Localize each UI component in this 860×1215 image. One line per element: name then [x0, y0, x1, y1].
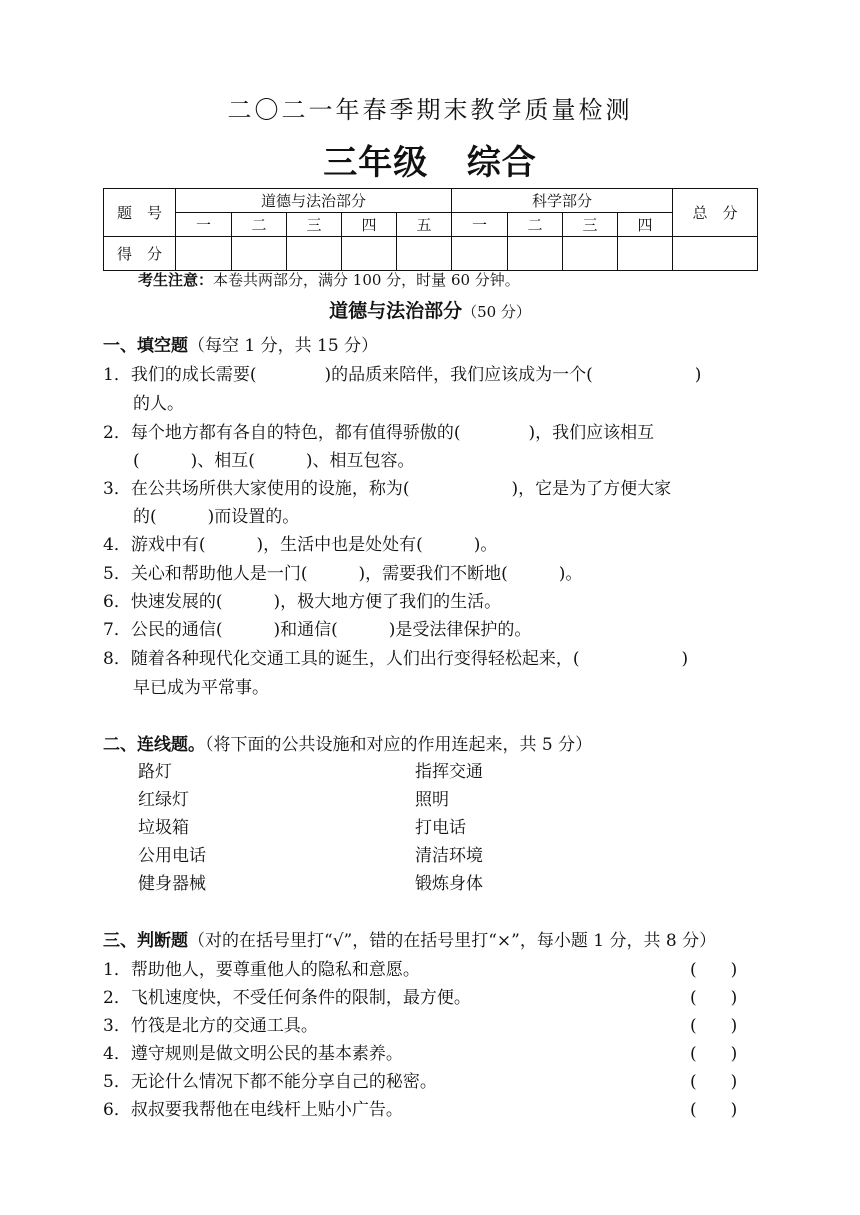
judge-answer-paren[interactable]: ( )	[690, 1072, 738, 1092]
score-table	[103, 188, 758, 271]
science-col: 二	[508, 213, 563, 237]
q1-line: 5．关心和帮助他人是一门( )，需要我们不断地( )。	[103, 564, 583, 584]
q1-line: 7．公民的通信( )和通信( )是受法律保护的。	[103, 620, 532, 640]
judge-answer-paren[interactable]: ( )	[690, 960, 738, 980]
moral-col: 三	[287, 213, 342, 237]
q3-head: 三、判断题	[103, 931, 188, 951]
score-cell[interactable]	[452, 237, 508, 271]
match-right-item[interactable]: 锻炼身体	[415, 874, 483, 894]
score-table-de-label: 得 分	[104, 237, 176, 271]
moral-col: 四	[342, 213, 397, 237]
match-right-item[interactable]: 清洁环境	[415, 846, 483, 866]
q2-note: （将下面的公共设施和对应的作用连起来，共 5 分）	[205, 735, 593, 755]
match-left-item[interactable]: 健身器械	[138, 874, 206, 894]
score-table-science-group: 科学部分	[452, 189, 673, 213]
exam-title: 二〇二一年春季期末教学质量检测	[227, 96, 633, 124]
match-left-item[interactable]: 路灯	[138, 762, 172, 782]
score-cell[interactable]	[232, 237, 287, 271]
q1-line: 8．随着各种现代化交通工具的诞生，人们出行变得轻松起来，( )	[103, 649, 689, 669]
match-left-item[interactable]: 垃圾箱	[138, 818, 189, 838]
judge-item: 4．遵守规则是做文明公民的基本素养。	[103, 1044, 403, 1064]
q1-line: 4．游戏中有( )，生活中也是处处有( )。	[103, 535, 498, 555]
score-cell[interactable]	[287, 237, 342, 271]
judge-answer-paren[interactable]: ( )	[690, 1016, 738, 1036]
judge-item: 1．帮助他人，要尊重他人的隐私和意愿。	[103, 960, 420, 980]
moral-col: 一	[176, 213, 232, 237]
judge-answer-paren[interactable]: ( )	[690, 1044, 738, 1064]
score-table-ti-label: 题 号	[104, 189, 176, 237]
moral-col: 五	[397, 213, 452, 237]
judge-item: 2．飞机速度快，不受任何条件的限制，最方便。	[103, 988, 471, 1008]
match-right-item[interactable]: 指挥交通	[415, 762, 483, 782]
judge-item: 5．无论什么情况下都不能分享自己的秘密。	[103, 1072, 437, 1092]
notice-text: 本卷共两部分，满分 100 分，时量 60 分钟。	[213, 271, 520, 289]
q1-line: 2．每个地方都有各自的特色，都有值得骄傲的( )，我们应该相互	[103, 423, 655, 443]
judge-answer-paren[interactable]: ( )	[690, 988, 738, 1008]
moral-col: 二	[232, 213, 287, 237]
score-cell[interactable]	[508, 237, 563, 271]
science-col: 一	[452, 213, 508, 237]
q3-note: （对的在括号里打“√”，错的在括号里打“×”，每小题 1 分，共 8 分）	[188, 931, 717, 951]
match-left-item[interactable]: 公用电话	[138, 846, 206, 866]
science-col: 三	[563, 213, 618, 237]
score-table-total: 总 分	[673, 189, 758, 237]
judge-item: 3．竹筏是北方的交通工具。	[103, 1016, 318, 1036]
q2-heading	[103, 737, 592, 754]
score-cell[interactable]	[342, 237, 397, 271]
q1-heading	[103, 338, 378, 355]
score-cell[interactable]	[618, 237, 673, 271]
match-right-item[interactable]: 照明	[415, 790, 449, 810]
exam-subtitle: 三年级 综合	[323, 143, 537, 183]
score-cell[interactable]	[563, 237, 618, 271]
score-cell[interactable]	[397, 237, 452, 271]
score-table-moral-group: 道德与法治部分	[176, 189, 452, 213]
match-right-item[interactable]: 打电话	[415, 818, 466, 838]
q1-line: 6．快速发展的( )，极大地方便了我们的生活。	[103, 592, 502, 612]
science-col: 四	[618, 213, 673, 237]
q1-line: 3．在公共场所供大家使用的设施，称为( )，它是为了方便大家	[103, 479, 672, 499]
q1-line: 1．我们的成长需要( )的品质来陪伴，我们应该成为一个( )	[103, 365, 702, 385]
score-cell[interactable]	[176, 237, 232, 271]
q1-line: 的人。	[133, 394, 184, 414]
section-score: （50 分）	[462, 303, 531, 321]
q2-head: 二、连线题。	[103, 735, 205, 755]
q1-note: （每空 1 分，共 15 分）	[188, 336, 379, 356]
section-title	[0, 302, 860, 321]
notice	[138, 273, 520, 288]
q1-line: ( )、相互( )、相互包容。	[133, 451, 415, 471]
judge-answer-paren[interactable]: ( )	[690, 1100, 738, 1120]
score-cell-total[interactable]	[673, 237, 758, 271]
notice-label: 考生注意：	[138, 271, 214, 289]
q1-line: 的( )而设置的。	[133, 507, 300, 527]
match-left-item[interactable]: 红绿灯	[138, 790, 189, 810]
q1-line: 早已成为平常事。	[133, 678, 269, 698]
q3-heading	[103, 933, 716, 950]
q1-head: 一、填空题	[103, 336, 188, 356]
judge-item: 6．叔叔要我帮他在电线杆上贴小广告。	[103, 1100, 403, 1120]
section-title-text: 道德与法治部分	[329, 300, 463, 322]
